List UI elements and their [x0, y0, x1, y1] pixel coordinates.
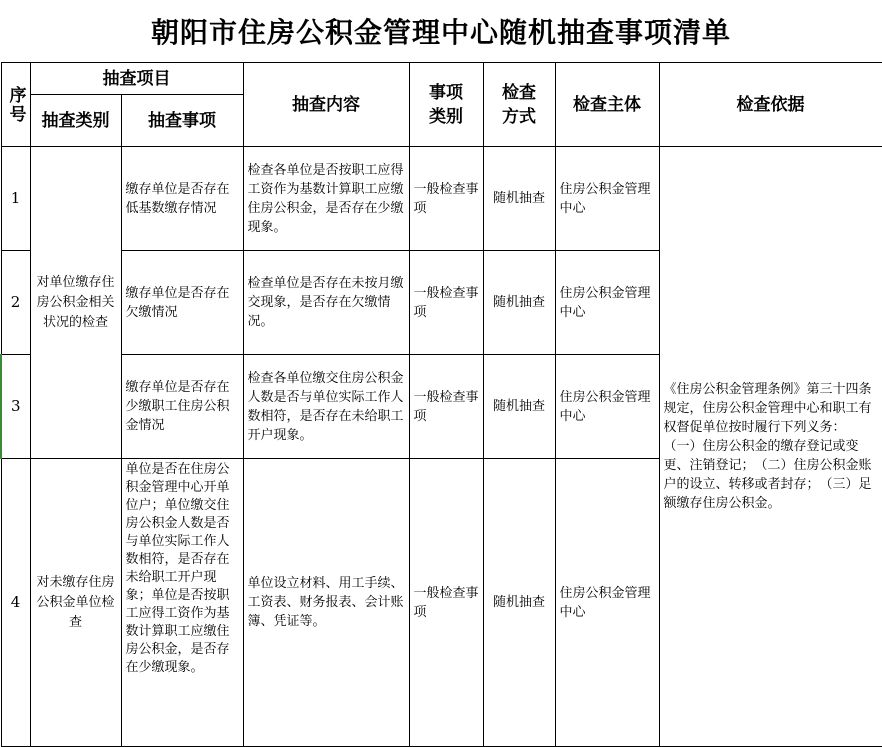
- content-cell: 单位设立材料、用工手续、工资表、财务报表、会计账簿、凭证等。: [243, 459, 409, 747]
- method-cell: 随机抽查: [483, 355, 555, 459]
- subject-cell: 住房公积金管理中心: [555, 459, 659, 747]
- type-cell: 一般检查事项: [409, 355, 483, 459]
- row-seq: 2: [1, 251, 30, 355]
- item-cell: 缴存单位是否存在低基数缴存情况: [121, 147, 243, 251]
- method-cell: 随机抽查: [483, 147, 555, 251]
- category-cell: 对单位缴存住房公积金相关状况的检查: [30, 147, 121, 459]
- item-cell: 缴存单位是否存在少缴职工住房公积金情况: [121, 355, 243, 459]
- content-cell: 检查各单位是否按职工应得工资作为基数计算职工应缴住房公积金，是否存在少缴现象。: [243, 147, 409, 251]
- type-cell: 一般检查事项: [409, 459, 483, 747]
- row-seq: 1: [1, 147, 30, 251]
- row-seq: 4: [1, 459, 30, 747]
- type-cell: 一般检查事项: [409, 147, 483, 251]
- item-cell: 单位是否在住房公积金管理中心开单位户；单位缴交住房公积金人数是否与单位实际工作人数相符，是否存在未给职工开户现象；单位是否按职工应得工资作为基数计算职工应缴住房公积金，是否存在少缴现象。: [121, 459, 243, 747]
- subject-cell: 住房公积金管理中心: [555, 147, 659, 251]
- content-cell: 检查单位是否存在未按月缴交现象，是否存在欠缴情况。: [243, 251, 409, 355]
- item-cell: 缴存单位是否存在欠缴情况: [121, 251, 243, 355]
- method-cell: 随机抽查: [483, 251, 555, 355]
- category-cell: 对未缴存住房公积金单位检查: [30, 459, 121, 747]
- header-seq: 序号: [1, 63, 30, 147]
- table-row: [1, 147, 882, 251]
- header-content: 抽查内容: [243, 63, 409, 147]
- header-type: 事项类别: [409, 63, 483, 147]
- inspection-table: [0, 62, 882, 747]
- basis-cell: 《住房公积金管理条例》第三十四条规定，住房公积金管理中心和职工有权督促单位按时履行下列义务： （一）住房公积金的缴存登记或变更、注销登记； （二）住房公积金账户的设立、转移或者封存； （三）足额缴存住房公积金。: [659, 147, 882, 747]
- subject-cell: 住房公积金管理中心: [555, 251, 659, 355]
- row-seq: 3: [1, 355, 30, 459]
- page-title: 朝阳市住房公积金管理中心随机抽查事项清单: [150, 16, 731, 49]
- header-method: 检查方式: [483, 63, 555, 147]
- content-cell: 检查各单位缴交住房公积金人数是否与单位实际工作人数相符，是否存在未给职工开户现象。: [243, 355, 409, 459]
- header-category: 抽查类别: [30, 95, 121, 147]
- method-cell: 随机抽查: [483, 459, 555, 747]
- header-items-group: 抽查项目: [30, 63, 243, 95]
- subject-cell: 住房公积金管理中心: [555, 355, 659, 459]
- header-basis: 检查依据: [659, 63, 882, 147]
- header-subject: 检查主体: [555, 63, 659, 147]
- type-cell: 一般检查事项: [409, 251, 483, 355]
- header-item: 抽查事项: [121, 95, 243, 147]
